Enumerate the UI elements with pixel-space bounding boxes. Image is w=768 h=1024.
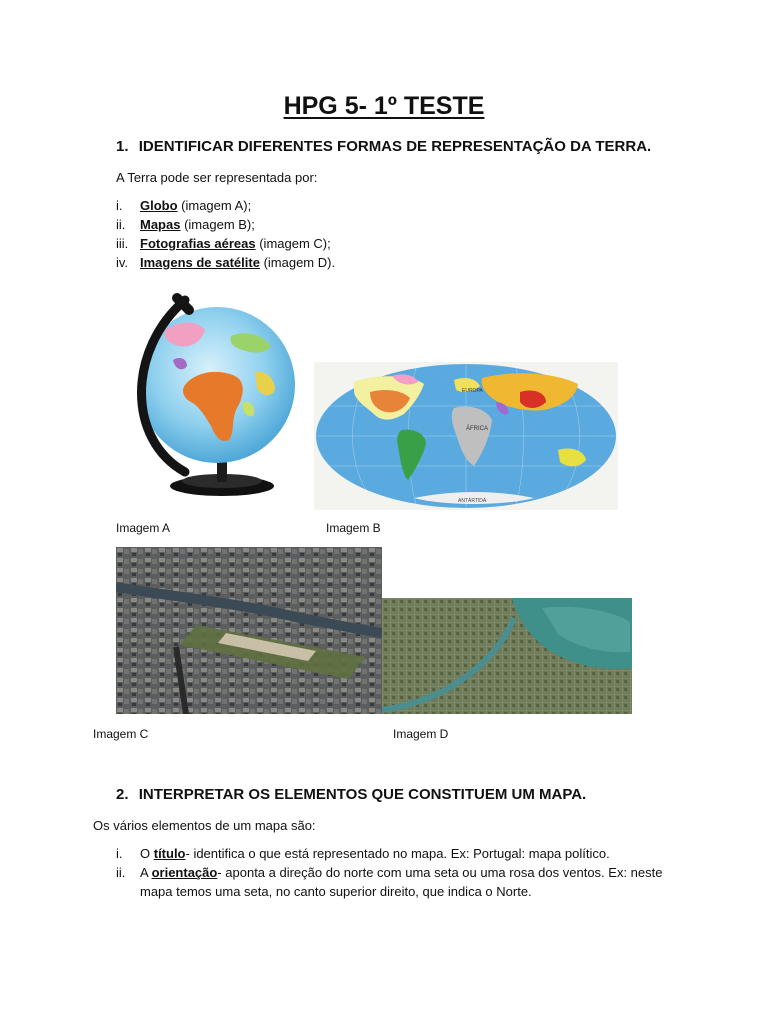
caption-image-c: Imagem C — [93, 727, 149, 741]
list-item: ii. A orientação- aponta a direção do norte com uma seta ou uma rosa dos ventos. Ex: neste mapa temos uma seta, no canto superior direito, que indica o Norte. — [116, 865, 663, 899]
list-item: i. Globo (imagem A); — [116, 198, 252, 213]
caption-image-a: Imagem A — [116, 521, 171, 535]
map-label-antartida: ANTÁRTIDA — [458, 498, 487, 504]
page-title: HPG 5- 1º TESTE — [283, 92, 485, 120]
map-label-europa: EUROPA — [462, 388, 483, 394]
caption-image-d: Imagem D — [393, 727, 449, 741]
section-1-title: IDENTIFICAR DIFERENTES FORMAS DE REPRESENTAÇÃO DA TERRA. — [138, 138, 652, 155]
map-label-africa: ÁFRICA — [466, 426, 489, 432]
aerial-photo-image — [116, 547, 382, 714]
section-2-intro: Os vários elementos de um mapa são: — [93, 818, 316, 833]
globe-image — [125, 290, 305, 505]
representation-list — [116, 196, 335, 272]
list-item: iv. Imagens de satélite (imagem D). — [116, 255, 336, 270]
list-item: iii. Fotografias aéreas (imagem C); — [116, 236, 331, 251]
section-1-number: 1. — [116, 138, 129, 155]
map-elements-list — [116, 844, 676, 901]
section-2-number: 2. — [116, 786, 129, 803]
section-2-heading — [116, 785, 586, 805]
satellite-image — [382, 598, 632, 714]
section-1-heading — [116, 137, 651, 157]
list-item: i. O título- identifica o que está representado no mapa. Ex: Portugal: mapa político. — [116, 846, 610, 861]
section-2-title: INTERPRETAR OS ELEMENTOS QUE CONSTITUEM UM MAPA. — [138, 786, 587, 803]
world-map-image — [314, 362, 618, 510]
list-item: ii. Mapas (imagem B); — [116, 217, 255, 232]
section-1-intro: A Terra pode ser representada por: — [116, 170, 318, 185]
caption-image-b: Imagem B — [326, 521, 381, 535]
